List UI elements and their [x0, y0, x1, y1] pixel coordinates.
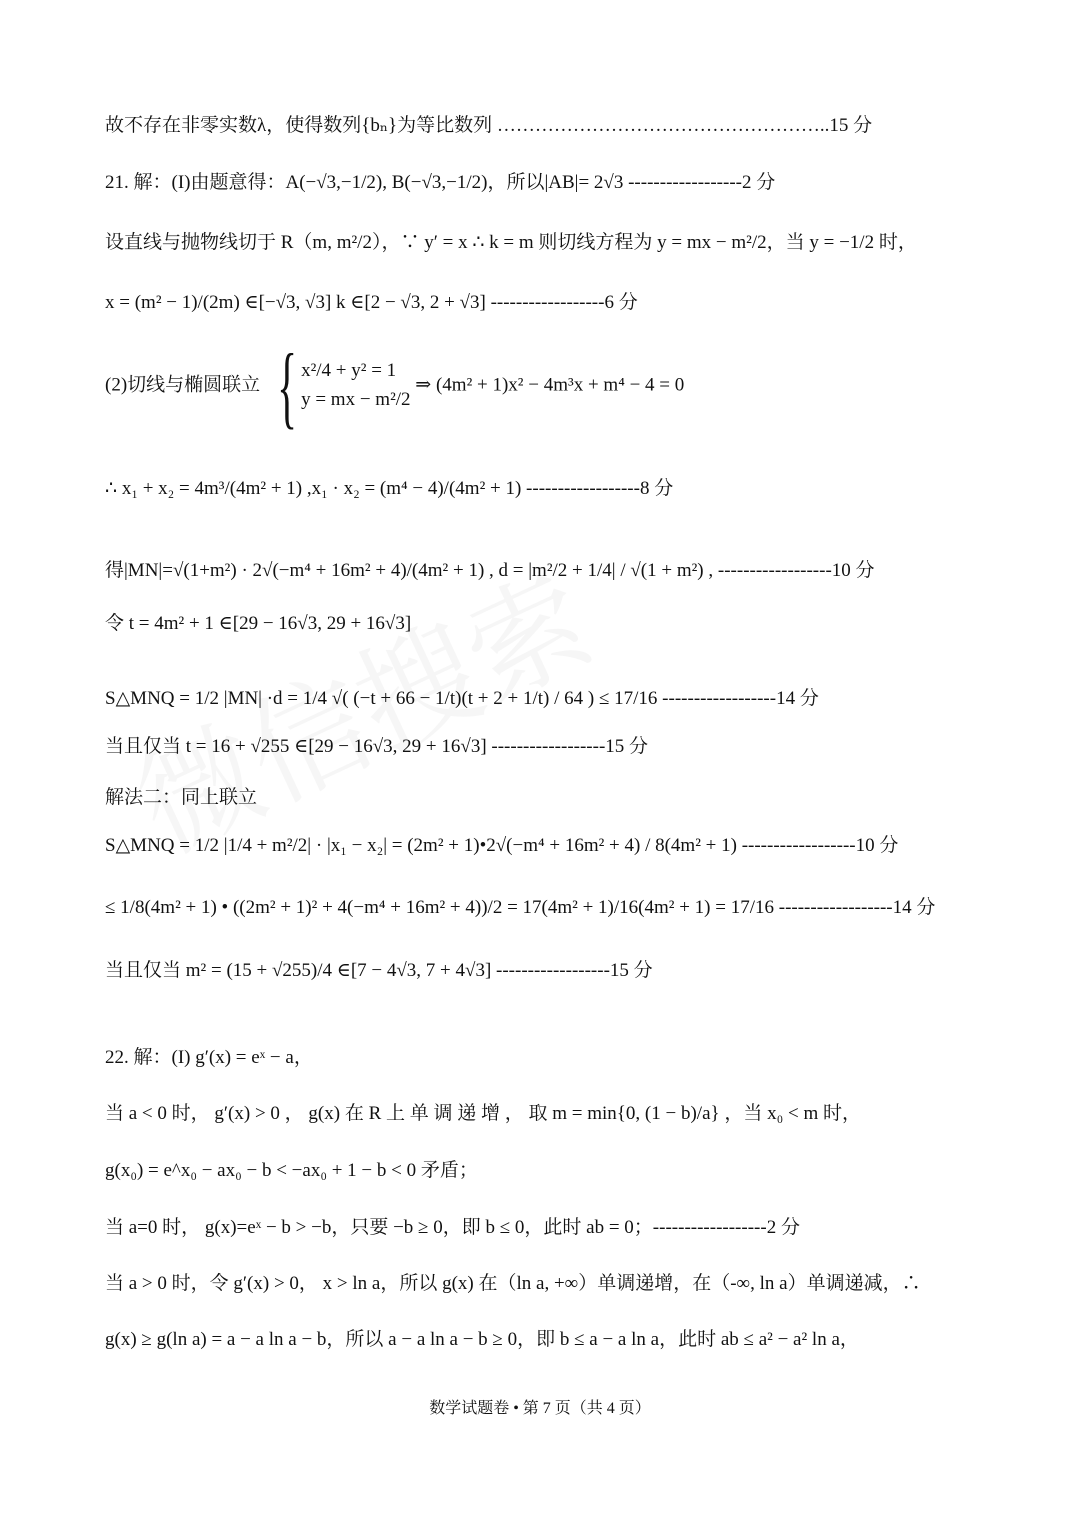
line-17: g(x₀) = e^x₀ − ax₀ − b < −ax₀ + 1 − b < 0 矛盾； [105, 1160, 478, 1181]
system-label: (2)切线与椭圆联立 [105, 374, 261, 396]
line-20: g(x) ≥ g(ln a) = a − a ln a − b，所以 a − a ln a − b ≥ 0，即 b ≤ a − a ln a，此时 ab ≤ a² − a² ln a， [105, 1329, 859, 1350]
line-8: 令 t = 4m² + 1 ∈[29 − 16√3, 29 + 16√3] [105, 613, 412, 634]
line-10: 当且仅当 t = 16 + √255 ∈[29 − 16√3, 29 + 16√3] ------------------15 分 [105, 736, 649, 757]
line-3: 设直线与抛物线切于 R（m, m²/2），∵ y′ = x ∴ k = m 则切线方程为 y = mx − m²/2，当 y = −1/2 时， [105, 232, 917, 253]
line-1: 故不存在非零实数λ，使得数列{bₙ}为等比数列 ……………………………………………..15 分 [105, 115, 873, 136]
system-eq-1: x²/4 + y² = 1 [301, 360, 397, 382]
line-18: 当 a=0 时， g(x)=eˣ − b > −b，只要 −b ≥ 0，即 b ≤ 0，此时 ab = 0；------------------2 分 [105, 1217, 800, 1238]
line-11: 解法二：同上联立 [105, 787, 258, 808]
line-12: S△MNQ = 1/2 |1/4 + m²/2| · |x₁ − x₂| = (2m² + 1)•2√(−m⁴ + 16m² + 4) / 8(4m² + 1) ------------------10 分 [105, 835, 899, 856]
line-7: 得|MN|=√(1+m²) · 2√(−m⁴ + 16m² + 4)/(4m² + 1) , d = |m²/2 + 1/4| / √(1 + m²) , ------------------10 分 [105, 560, 875, 581]
system-eq-2: y = mx − m²/2 [301, 389, 411, 410]
equation-system: { x²/4 + y² = 1 y = mx − m²/2 [277, 335, 411, 437]
line-13: ≤ 1/8(4m² + 1) • ((2m² + 1)² + 4(−m⁴ + 16m² + 4))/2 = 17(4m² + 1)/16(4m² + 1) = 17/16 ------------------14 分 [105, 897, 936, 918]
system-result: ⇒ (4m² + 1)x² − 4m³x + m⁴ − 4 = 0 [415, 374, 685, 396]
line-6: ∴ x₁ + x₂ = 4m³/(4m² + 1) ,x₁ · x₂ = (m⁴ − 4)/(4m² + 1) ------------------8 分 [105, 478, 674, 499]
line-15: 22. 解：(I) g′(x) = eˣ − a， [105, 1047, 313, 1068]
line-2: 21. 解：(I)由题意得：A(−√3,−1/2), B(−√3,−1/2)，所以|AB|= 2√3 ------------------2 分 [105, 172, 776, 193]
line-19: 当 a > 0 时，令 g′(x) > 0， x > ln a，所以 g(x) 在（ln a, +∞）单调递增，在（-∞, ln a）单调递减，∴ [105, 1273, 921, 1294]
line-5-system [105, 335, 685, 437]
line-9: S△MNQ = 1/2 |MN| ·d = 1/4 √( (−t + 66 − 1/t)(t + 2 + 1/t) / 64 ) ≤ 17/16 ------------------14 分 [105, 688, 819, 709]
line-4: x = (m² − 1)/(2m) ∈[−√3, √3] k ∈[2 − √3, 2 + √3] ------------------6 分 [105, 292, 638, 313]
page-footer: 数学试题卷 • 第 7 页（共 4 页） [429, 1400, 651, 1417]
line-14: 当且仅当 m² = (15 + √255)/4 ∈[7 − 4√3, 7 + 4√3] ------------------15 分 [105, 960, 653, 981]
line-16: 当 a < 0 时， g′(x) > 0 ， g(x) 在 R 上 单 调 递 增 ， 取 m = min{0, (1 − b)/a} ，当 x₀ < m 时， [105, 1103, 861, 1124]
